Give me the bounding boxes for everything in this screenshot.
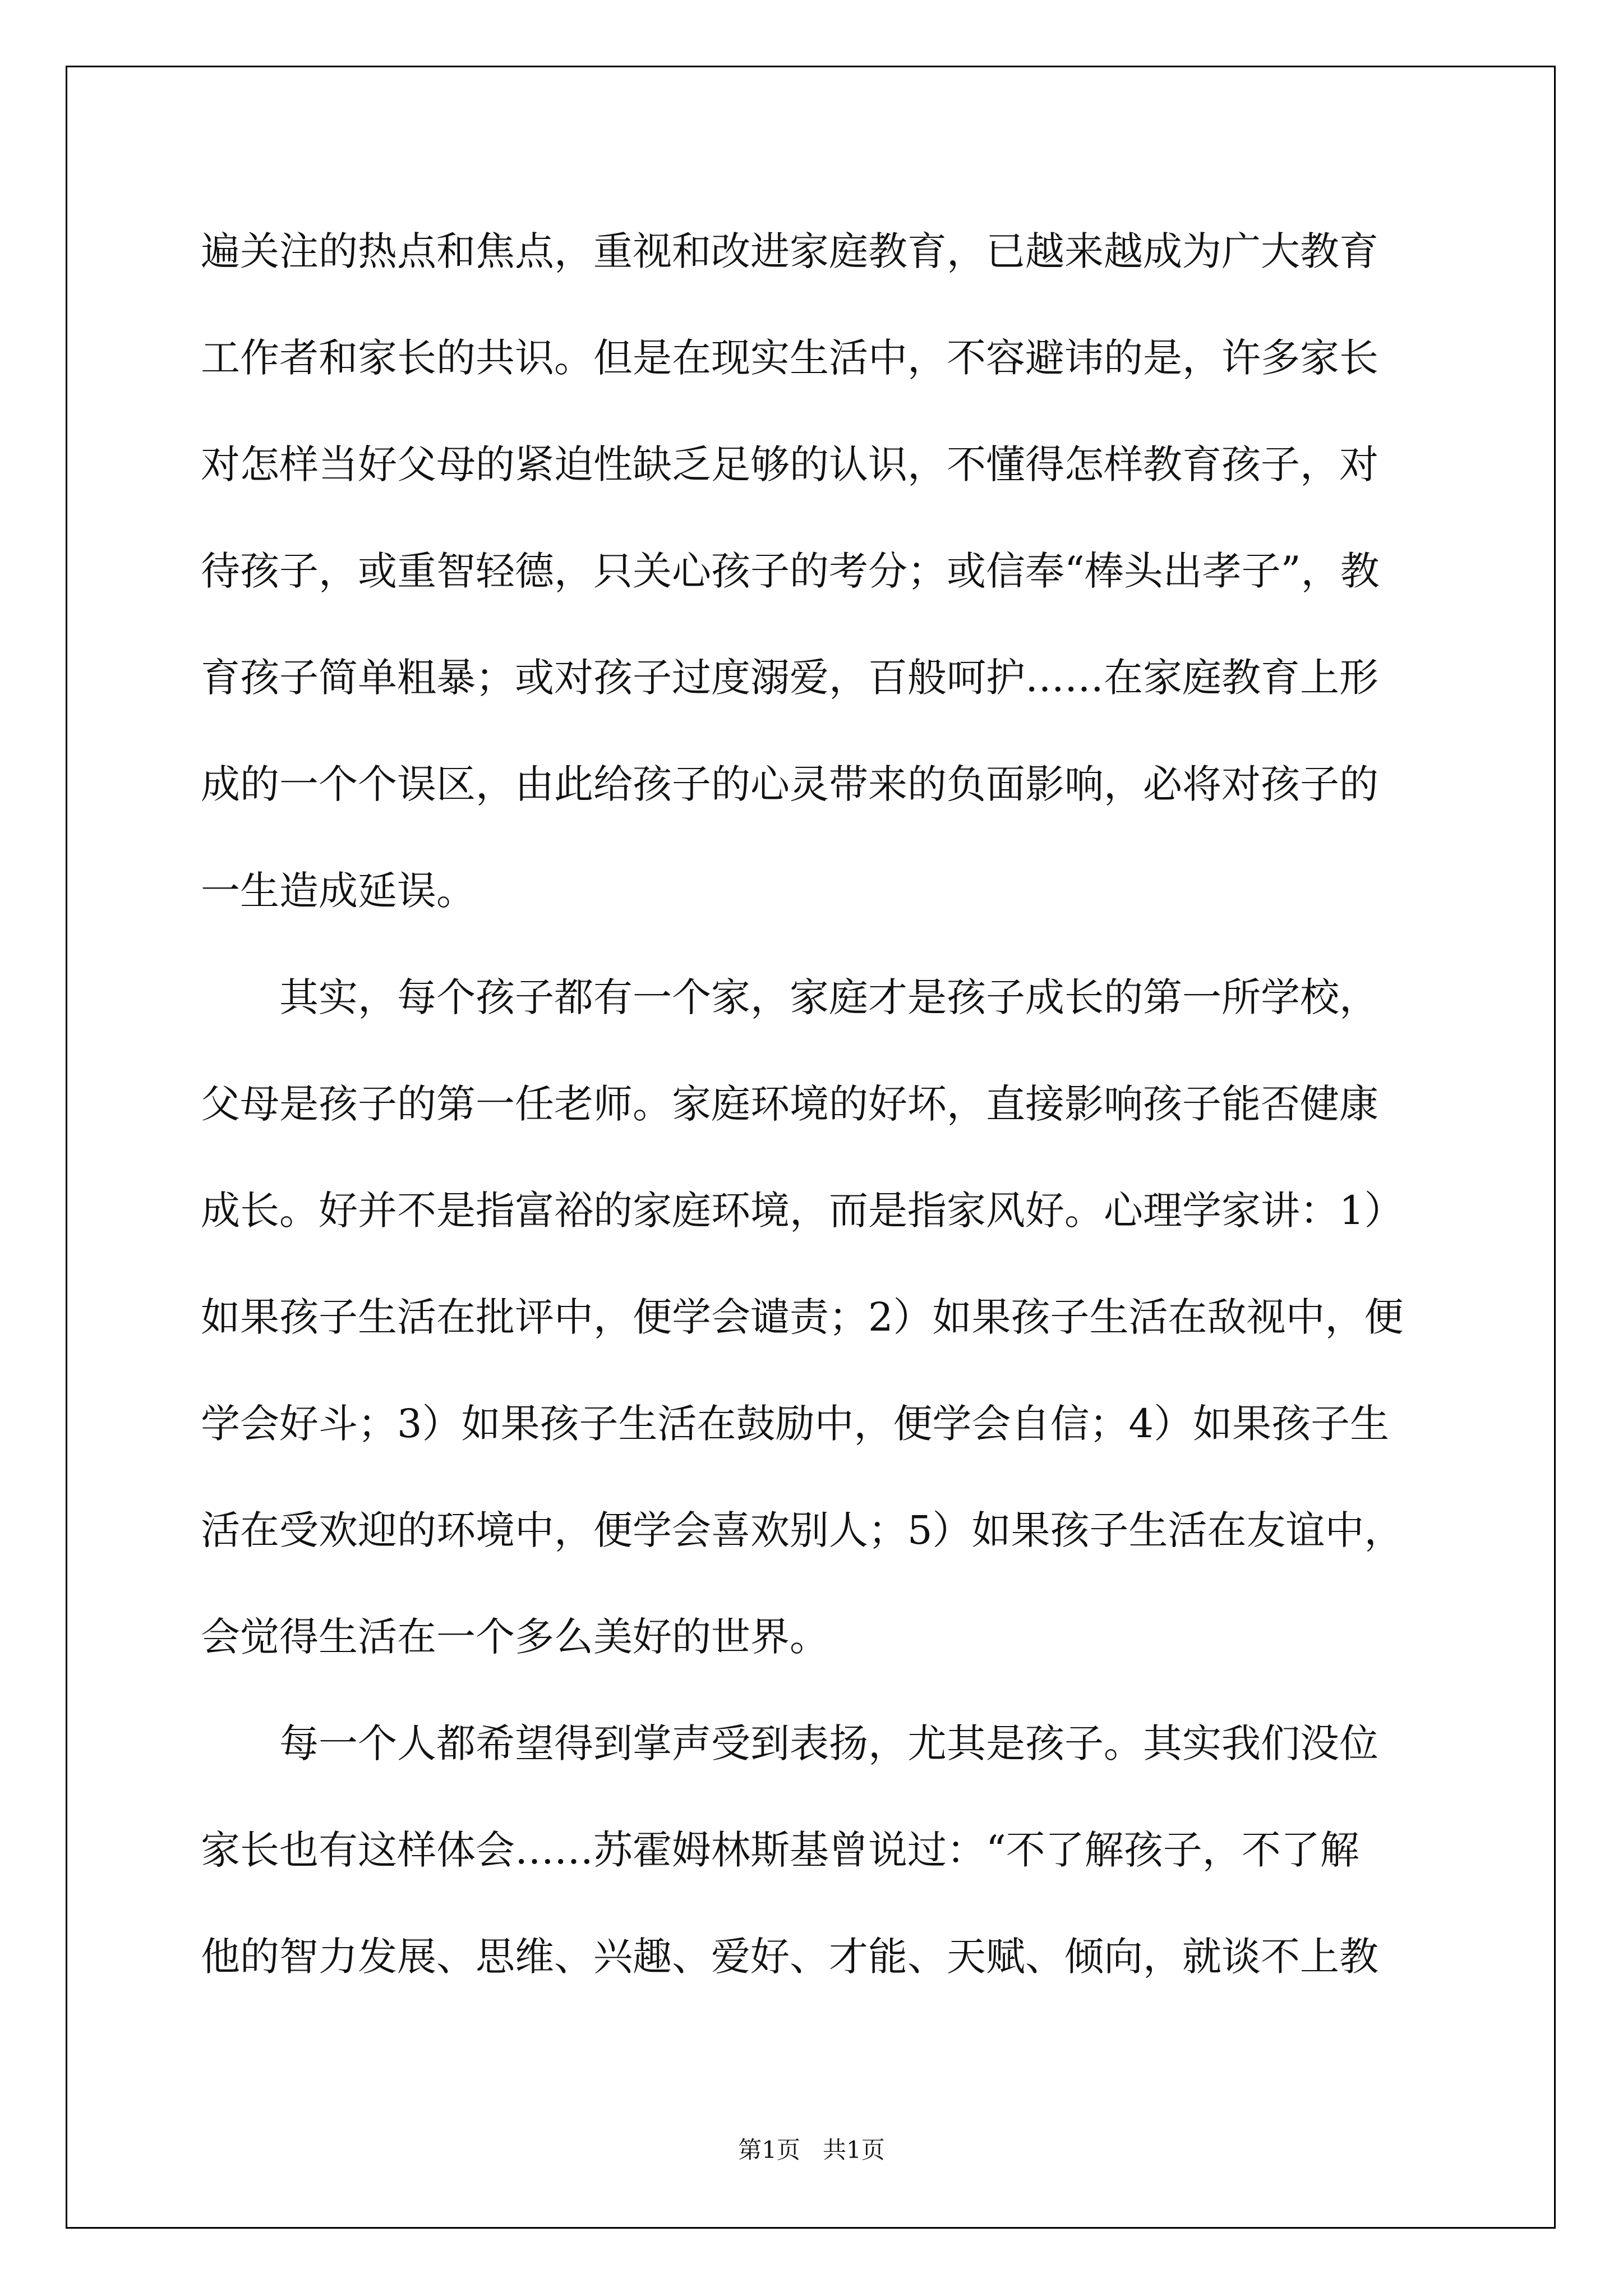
text-line: 会觉得生活在一个多么美好的世界。 <box>201 1614 829 1660</box>
text-line: 家长也有这样体会……苏霍姆林斯基曾说过：“不了解孩子，不了解 <box>201 1827 1359 1873</box>
text-line: 待孩子，或重智轻德，只关心孩子的考分；或信奉“棒头出孝子”，教 <box>201 548 1380 594</box>
page-number: 第1页 <box>738 2136 800 2164</box>
text-line: 一生造成延误。 <box>201 868 476 914</box>
page-footer <box>0 2132 1623 2165</box>
document-body <box>201 198 1435 2010</box>
text-line: 如果孩子生活在批评中，便学会谴责；2）如果孩子生活在敌视中，便 <box>201 1294 1404 1340</box>
paragraph-start-line: 每一个人都希望得到掌声受到表扬，尤其是孩子。其实我们没位 <box>279 1720 1378 1766</box>
text-line: 成长。好并不是指富裕的家庭环境，而是指家风好。心理学家讲：1） <box>201 1188 1404 1234</box>
text-line: 工作者和家长的共识。但是在现实生活中，不容避讳的是，许多家长 <box>201 335 1378 381</box>
text-line: 学会好斗；3）如果孩子生活在鼓励中，便学会自信；4）如果孩子生 <box>201 1401 1390 1447</box>
text-line: 遍关注的热点和焦点，重视和改进家庭教育，已越来越成为广大教育 <box>201 228 1378 274</box>
text-line: 他的智力发展、思维、兴趣、爱好、才能、天赋、倾向，就谈不上教 <box>201 1934 1378 1980</box>
text-line: 成的一个个误区，由此给孩子的心灵带来的负面影响，必将对孩子的 <box>201 761 1378 807</box>
text-line: 活在受欢迎的环境中，便学会喜欢别人；5）如果孩子生活在友谊中， <box>201 1507 1404 1553</box>
paragraph-start-line: 其实，每个孩子都有一个家，家庭才是孩子成长的第一所学校， <box>279 974 1378 1020</box>
text-line: 育孩子简单粗暴；或对孩子过度溺爱，百般呵护……在家庭教育上形 <box>201 655 1378 701</box>
page-total: 共1页 <box>823 2136 885 2164</box>
text-line: 对怎样当好父母的紧迫性缺乏足够的认识，不懂得怎样教育孩子，对 <box>201 441 1378 487</box>
text-line: 父母是孩子的第一任老师。家庭环境的好坏，直接影响孩子能否健康 <box>201 1081 1378 1127</box>
